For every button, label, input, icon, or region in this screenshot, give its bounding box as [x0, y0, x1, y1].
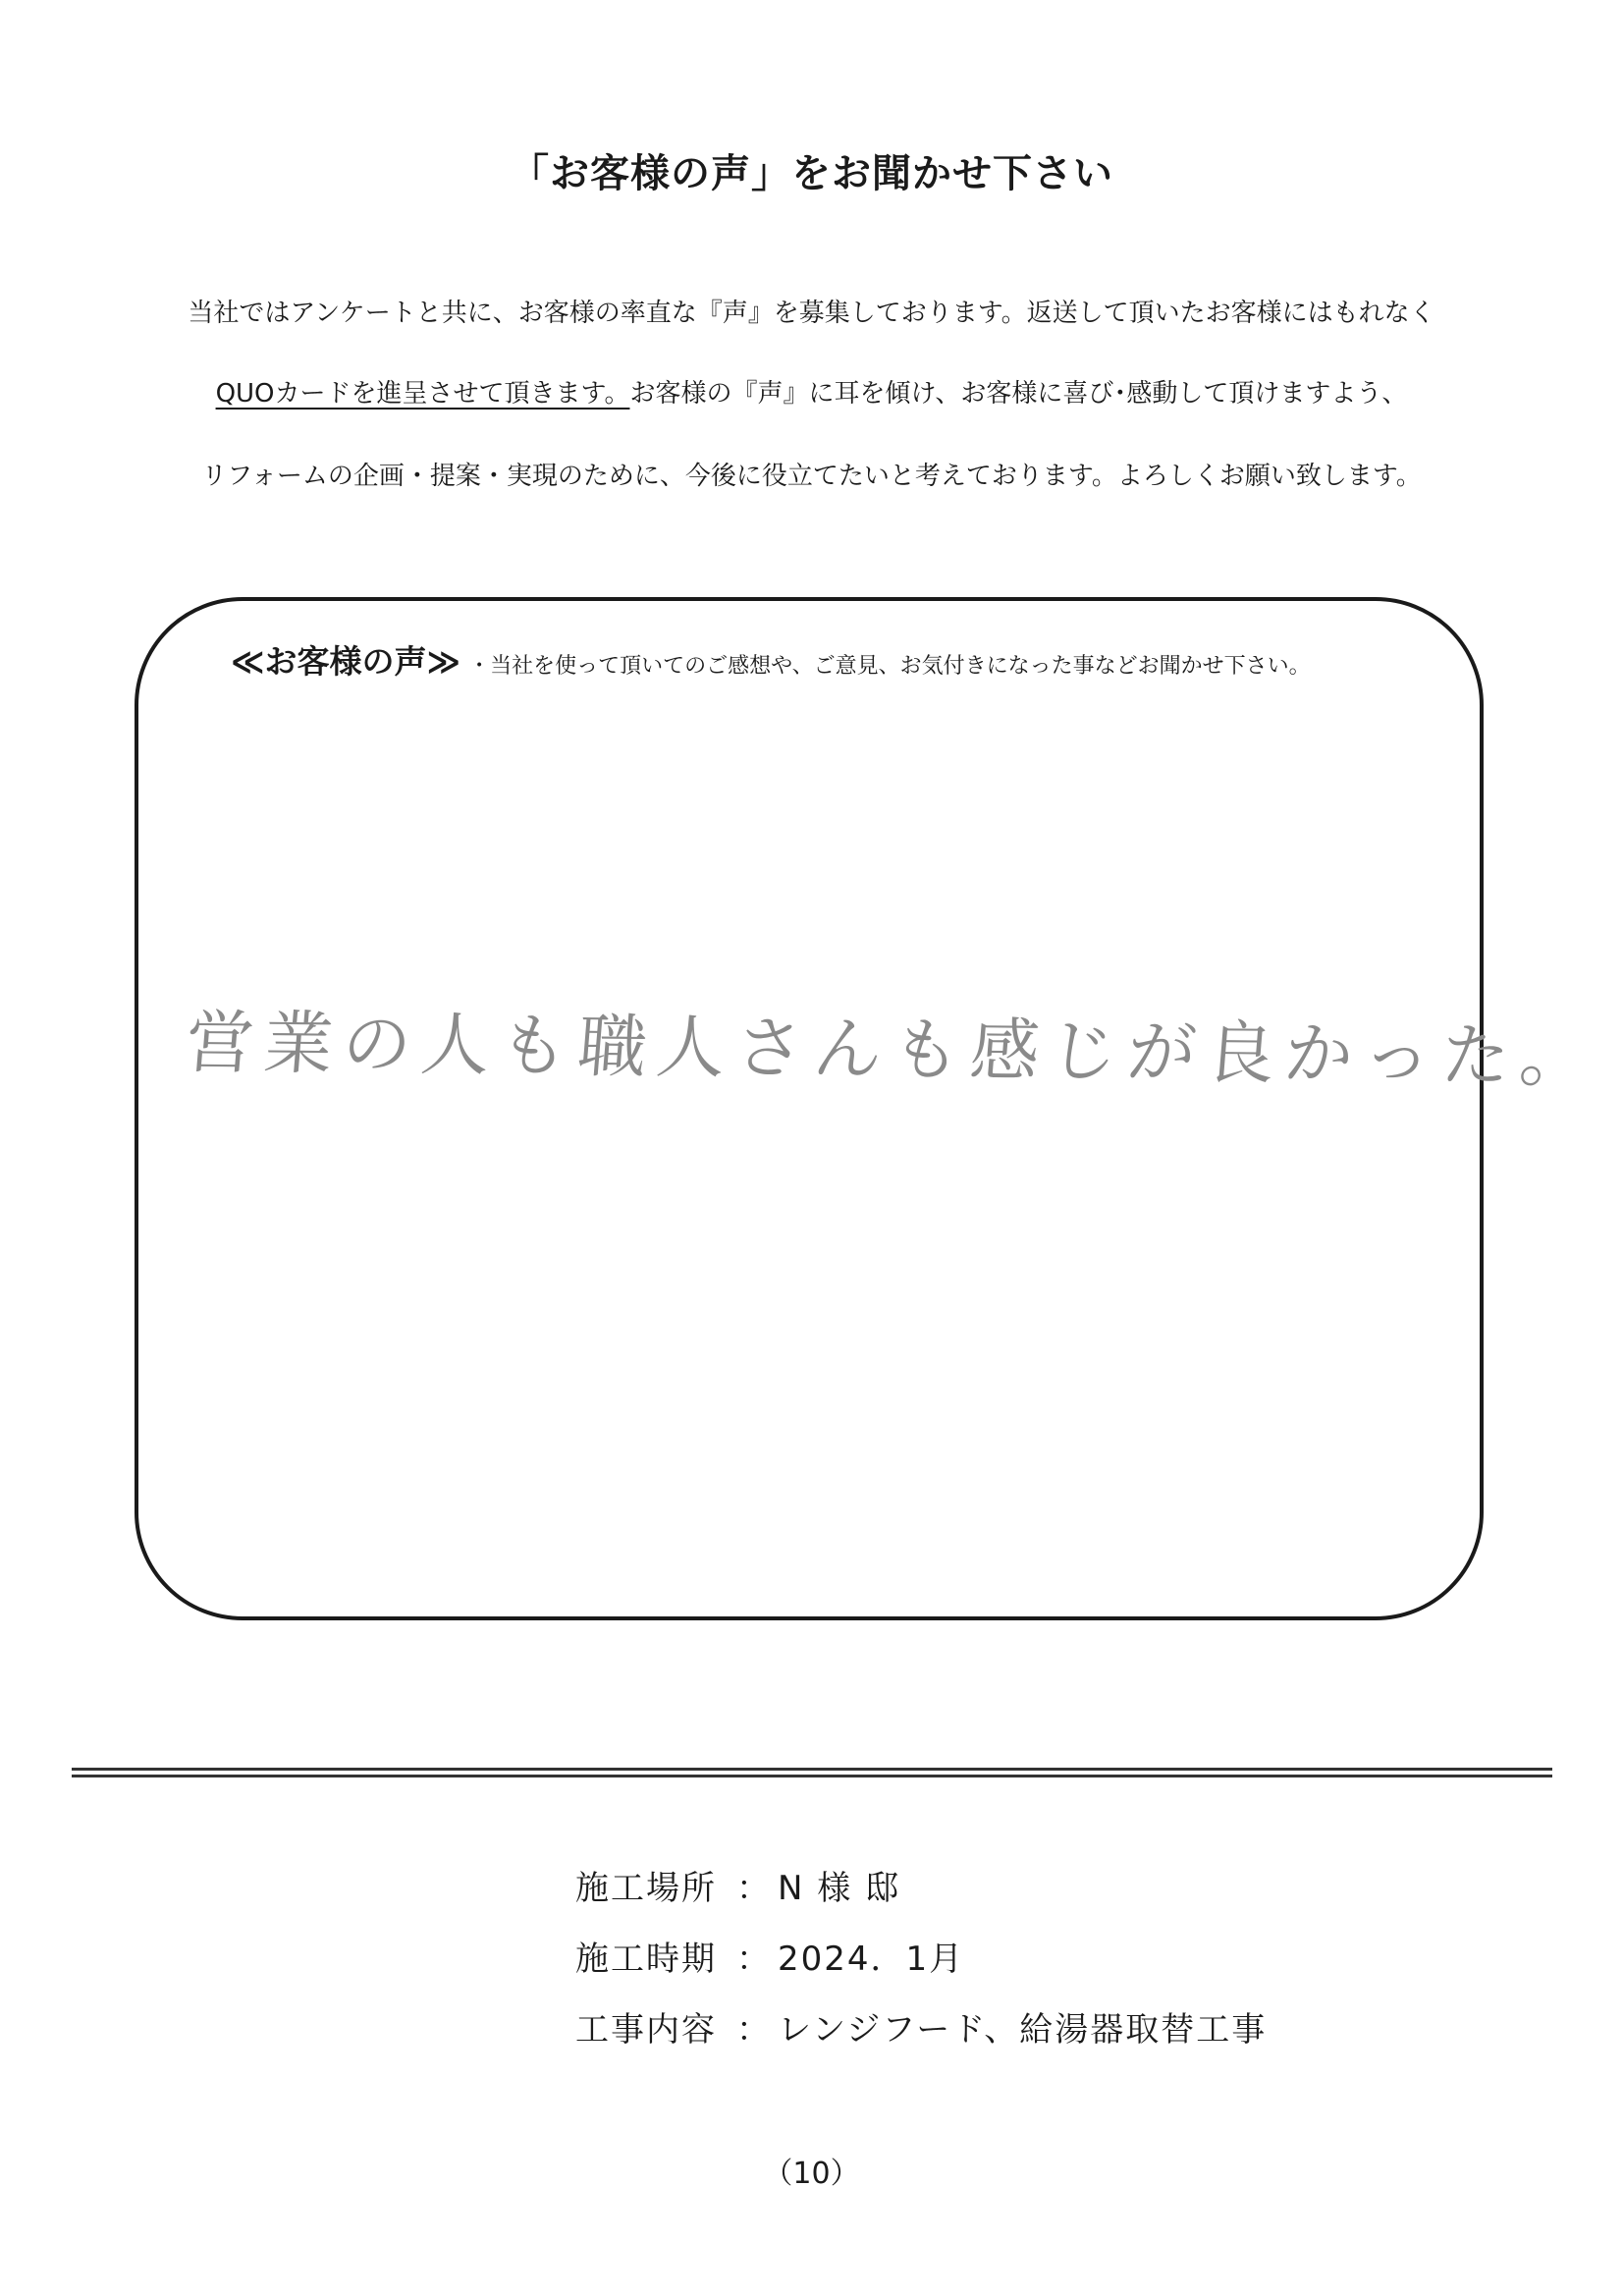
detail-label: 工事内容 [575, 2010, 717, 2050]
detail-value: 2024．1月 [778, 1940, 965, 1979]
detail-label: 施工場所 [575, 1869, 717, 1908]
detail-colon: ： [736, 1869, 770, 1908]
voice-box-instruction: ・当社を使って頂いてのご感想や、ご意見、お気付きになった事などお聞かせ下さい。 [468, 654, 1311, 679]
detail-colon: ： [736, 2010, 770, 2050]
intro-line-1: 当社ではアンケートと共に、お客様の率直な『声』を募集しております。返送して頂いたお客様にはもれなく [188, 299, 1435, 328]
detail-value: N 様 邸 [778, 1869, 901, 1908]
detail-row-location [575, 1861, 1267, 1932]
detail-row-period [575, 1932, 1267, 2002]
intro-line-3: リフォームの企画・提案・実現のために、今後に役立てたいと考えております。よろしくお願い致します。 [201, 462, 1422, 491]
detail-label: 施工時期 [575, 1940, 717, 1979]
intro-line-2 [0, 373, 1623, 410]
project-details [575, 1861, 1267, 2073]
handwritten-response: 営業の人も職人さんも感じが良かった。 [182, 1002, 1602, 1098]
voice-box-header [231, 636, 1311, 683]
detail-row-work [575, 2002, 1267, 2073]
quo-card-notice: QUOカードを進呈させて頂きます。 [215, 379, 630, 409]
intro-line-2-rest: お客様の『声』に耳を傾け、お客様に喜び･感動して頂けますよう、 [629, 379, 1408, 409]
detail-value: レンジフード、給湯器取替工事 [778, 2010, 1268, 2050]
double-divider [72, 1768, 1552, 1777]
voice-box-label: ≪お客様の声≫ [231, 642, 461, 681]
customer-voice-box [135, 597, 1602, 1620]
detail-colon: ： [736, 1940, 770, 1979]
page-title: 「お客様の声」をお聞かせ下さい [510, 151, 1113, 196]
page-number: （10） [763, 2157, 860, 2191]
